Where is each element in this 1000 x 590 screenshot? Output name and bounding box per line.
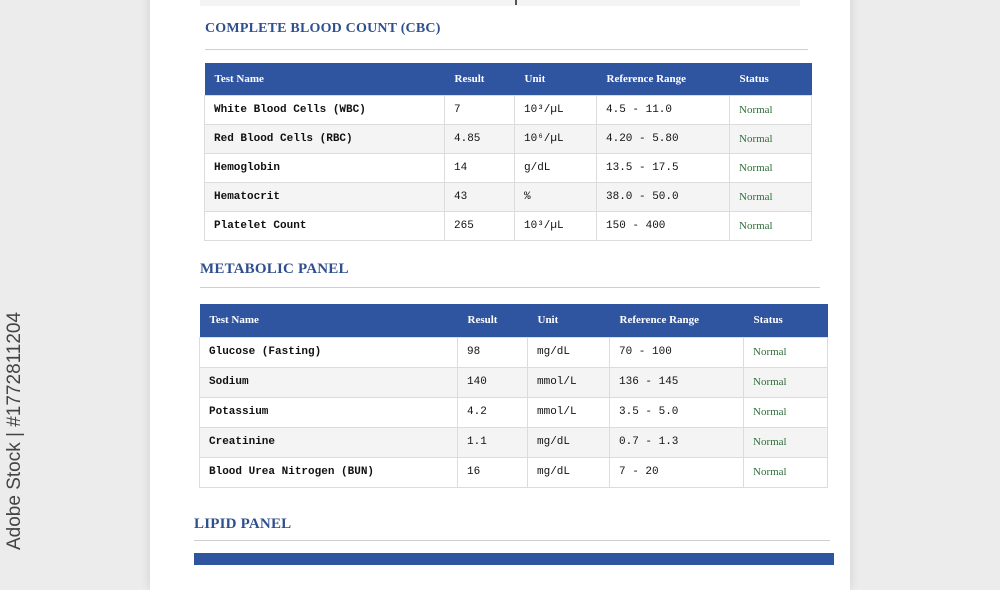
test-result: 4.2 (458, 397, 528, 427)
col-header-reference-range: Reference Range (610, 304, 744, 337)
table-row (205, 95, 812, 124)
stock-watermark (4, 311, 38, 550)
col-header-test-name: Test Name (205, 63, 445, 95)
test-reference-range: 4.20 - 5.80 (597, 124, 730, 153)
test-reference-range: 136 - 145 (610, 367, 744, 397)
page-top-mark (515, 0, 517, 5)
test-name: Sodium (200, 367, 458, 397)
section-rule-lipid (194, 540, 830, 541)
test-unit: 10³/µL (515, 211, 597, 240)
test-name: Blood Urea Nitrogen (BUN) (200, 457, 458, 487)
test-result: 16 (458, 457, 528, 487)
stock-watermark-text: Adobe Stock | #1772811204 (4, 311, 25, 550)
test-reference-range: 70 - 100 (610, 337, 744, 367)
test-reference-range: 13.5 - 17.5 (597, 153, 730, 182)
test-name: Glucose (Fasting) (200, 337, 458, 367)
section-rule-metabolic (200, 287, 820, 288)
table-header-row (200, 304, 828, 337)
table-row (200, 457, 828, 487)
test-unit: g/dL (515, 153, 597, 182)
section-title-cbc: COMPLETE BLOOD COUNT (CBC) (205, 21, 441, 36)
table-row (200, 427, 828, 457)
col-header-result: Result (445, 63, 515, 95)
test-status: Normal (744, 457, 828, 487)
table-row (200, 367, 828, 397)
test-result: 43 (445, 182, 515, 211)
section-rule-cbc (205, 49, 808, 50)
test-status: Normal (730, 153, 812, 182)
test-reference-range: 38.0 - 50.0 (597, 182, 730, 211)
test-status: Normal (744, 427, 828, 457)
table-row (205, 153, 812, 182)
test-reference-range: 150 - 400 (597, 211, 730, 240)
table-row (205, 211, 812, 240)
lipid-table-header-bar (194, 553, 834, 565)
test-name: Hematocrit (205, 182, 445, 211)
test-status: Normal (730, 211, 812, 240)
test-result: 14 (445, 153, 515, 182)
test-name: Potassium (200, 397, 458, 427)
col-header-test-name: Test Name (200, 304, 458, 337)
test-reference-range: 4.5 - 11.0 (597, 95, 730, 124)
test-status: Normal (730, 95, 812, 124)
col-header-unit: Unit (515, 63, 597, 95)
metabolic-table (199, 304, 828, 488)
table-row (200, 337, 828, 367)
col-header-unit: Unit (528, 304, 610, 337)
test-name: Creatinine (200, 427, 458, 457)
col-header-status: Status (744, 304, 828, 337)
test-reference-range: 7 - 20 (610, 457, 744, 487)
test-reference-range: 0.7 - 1.3 (610, 427, 744, 457)
test-status: Normal (730, 124, 812, 153)
test-result: 265 (445, 211, 515, 240)
test-result: 1.1 (458, 427, 528, 457)
test-reference-range: 3.5 - 5.0 (610, 397, 744, 427)
table-row (205, 182, 812, 211)
test-status: Normal (730, 182, 812, 211)
page-top-strip (200, 0, 800, 6)
table-row (200, 397, 828, 427)
test-unit: 10³/µL (515, 95, 597, 124)
test-name: Hemoglobin (205, 153, 445, 182)
test-name: Red Blood Cells (RBC) (205, 124, 445, 153)
table-row (205, 124, 812, 153)
test-unit: mmol/L (528, 397, 610, 427)
test-unit: mg/dL (528, 427, 610, 457)
test-result: 4.85 (445, 124, 515, 153)
section-title-lipid: LIPID PANEL (194, 516, 292, 532)
test-result: 7 (445, 95, 515, 124)
col-header-status: Status (730, 63, 812, 95)
section-title-metabolic: METABOLIC PANEL (200, 261, 349, 277)
table-header-row (205, 63, 812, 95)
test-name: Platelet Count (205, 211, 445, 240)
test-unit: % (515, 182, 597, 211)
cbc-table (204, 63, 812, 241)
test-name: White Blood Cells (WBC) (205, 95, 445, 124)
test-result: 98 (458, 337, 528, 367)
test-unit: mmol/L (528, 367, 610, 397)
col-header-result: Result (458, 304, 528, 337)
test-status: Normal (744, 397, 828, 427)
test-unit: mg/dL (528, 457, 610, 487)
test-status: Normal (744, 337, 828, 367)
test-status: Normal (744, 367, 828, 397)
test-unit: 10⁶/µL (515, 124, 597, 153)
test-unit: mg/dL (528, 337, 610, 367)
col-header-reference-range: Reference Range (597, 63, 730, 95)
test-result: 140 (458, 367, 528, 397)
